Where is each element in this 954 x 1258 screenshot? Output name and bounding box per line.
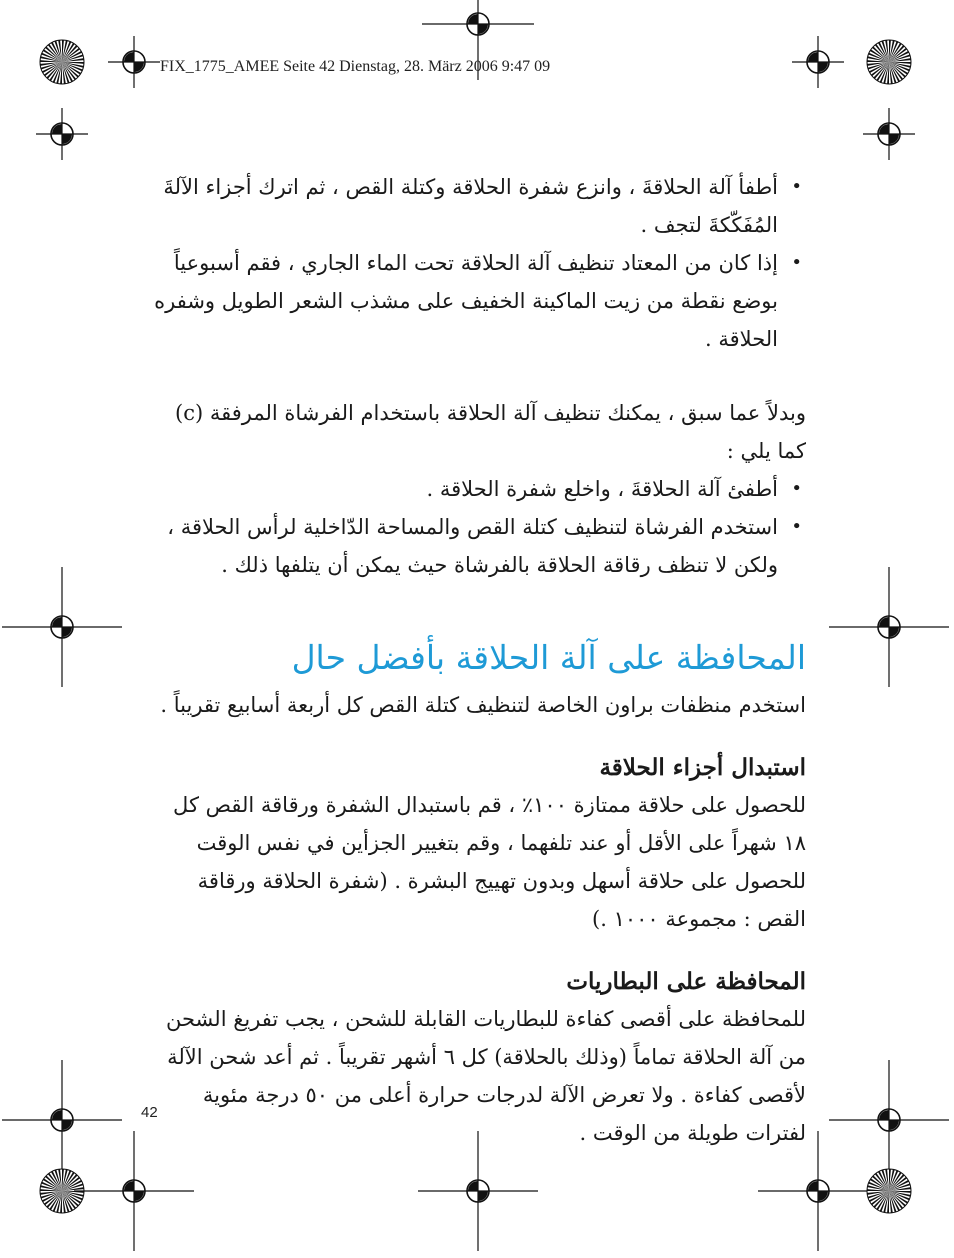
- replacement-heading: استبدال أجزاء الحلاقة: [599, 754, 806, 781]
- replacement-text: للحصول على حلاقة ممتازة ١٠٠٪ ، قم باستبدال الشفرة ورقاقة القص كل ١٨ شهراً على الأقل أو عند تلفهما ، وقم بتغيير الجزأين في نفس الوقت للحصول على حلاقة أسهل وبدون تهييج البشرة . (شفرة الحلاقة ورقاقة القص : مجموعة ١٠٠٠ .): [173, 793, 806, 931]
- page-number: 42: [141, 1104, 158, 1121]
- section-title: المحافظة على آلة الحلاقة بأفضل حال: [291, 638, 806, 677]
- list-item: • استخدم الفرشاة لتنظيف كتلة القص والمساحة الدّاخلية لرأس الحلاقة ، ولكن لا تنظف رقاقة الحلاقة بالفرشاة حيث يمكن أن يتلفها ذلك .: [150, 508, 806, 584]
- list-item: • إذا كان من المعتاد تنظيف آلة الحلاقة تحت الماء الجاري ، فقم أسبوعياً بوضع نقطة من زيت الماكينة الخفيف على مشذب الشعر الطويل وشفره الحلاقة .: [150, 244, 806, 358]
- batteries-heading: المحافظة على البطاريات: [566, 968, 806, 995]
- list-item: • أطفئ آلة الحلاقةَ ، واخلع شفرة الحلاقة .: [150, 470, 806, 508]
- batteries-text: للمحافظة على أقصى كفاءة للبطاريات القابلة للشحن ، يجب تفريغ الشحن من آلة الحلاقة تماماً (وذلك بالحلاقة) كل ٦ أشهر تقريباً . ثم أعد شحن الآلة لأقصى كفاءة . ولا تعرض الآلة لدرجات حرارة أعلى من ٥٠ درجة مئوية لفترات طويلة من الوقت .: [166, 1007, 806, 1145]
- list-item: • أطفأ آلة الحلاقةَ ، وانزع شفرة الحلاقة وكتلة القص ، ثم اترك أجزاء الآلةَ المُفَكّكةَ لتجف .: [150, 168, 806, 244]
- crop-marks-layer: [2, 0, 949, 1251]
- print-header: FIX_1775_AMEE Seite 42 Dienstag, 28. März 2006 9:47 09: [160, 58, 551, 75]
- maintenance-text: استخدم منظفات براون الخاصة لتنظيف كتلة القص كل أربعة أسابيع تقريباً .: [160, 693, 806, 717]
- brush-intro: وبدلاً عما سبق ، يمكنك تنظيف آلة الحلاقة باستخدام الفرشاة المرفقة (c) كما يلي :: [175, 401, 806, 463]
